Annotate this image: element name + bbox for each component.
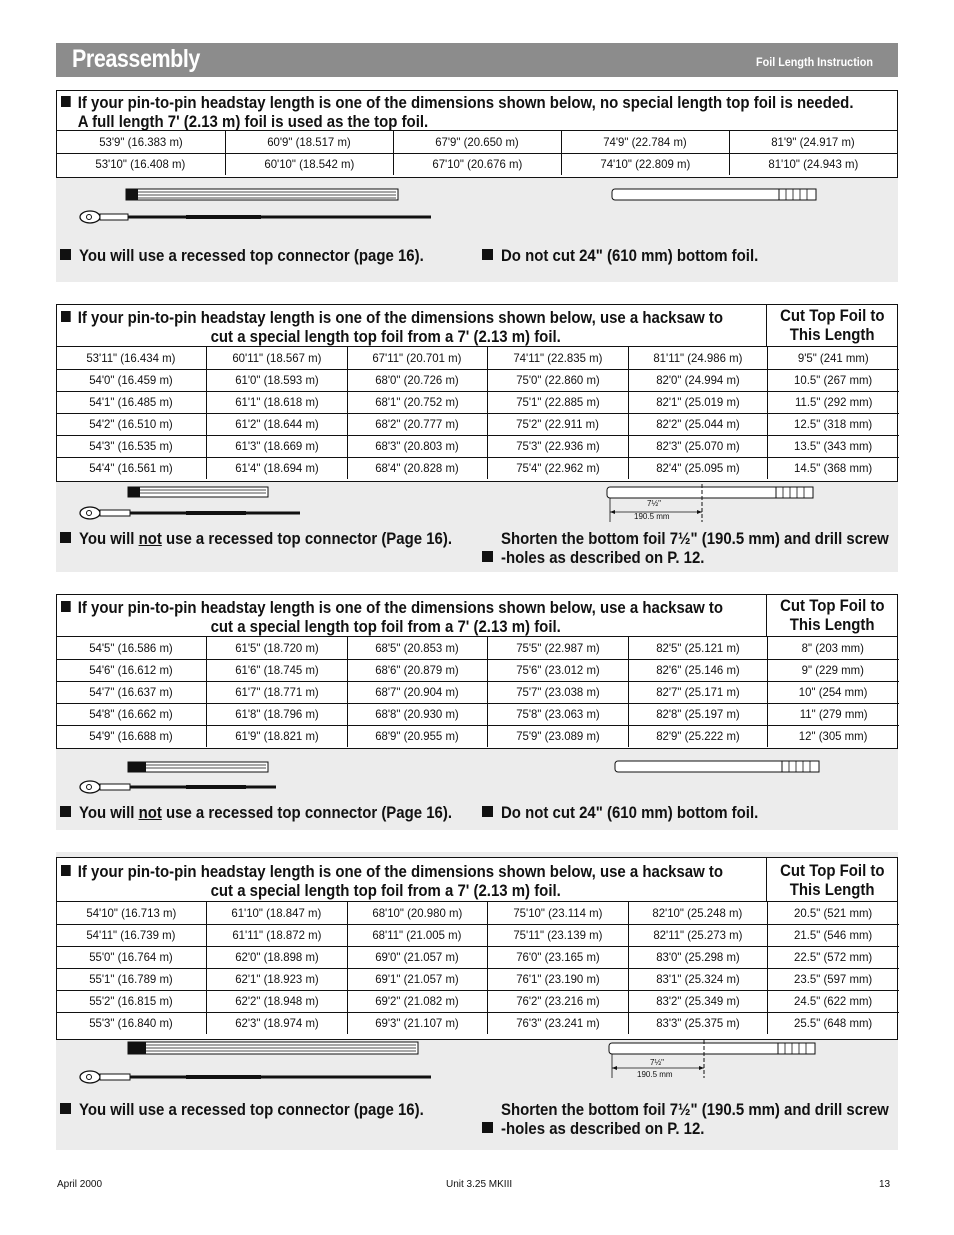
- bullet-icon: [482, 249, 493, 260]
- bullet-icon: [60, 1103, 71, 1114]
- table-cell: 75'6" (23.012 m): [487, 659, 628, 681]
- table-row: [57, 681, 899, 703]
- table-cell: 75'2" (22.911 m): [487, 413, 628, 435]
- table-cell: 82'8" (25.197 m): [628, 703, 767, 725]
- table-cell: 74'9" (22.784 m): [561, 131, 729, 153]
- table-cell: 53'9" (16.383 m): [57, 131, 225, 153]
- table-cell: 62'0" (18.898 m): [206, 946, 347, 968]
- section1-note-right: Do not cut 24" (610 mm) bottom foil.: [482, 246, 793, 265]
- table-cell: 69'3" (21.107 m): [347, 1012, 487, 1034]
- table-cell: 75'8" (23.063 m): [487, 703, 628, 725]
- bullet-icon: [482, 551, 493, 562]
- cut-length-header: Cut Top Foil to This Length: [766, 858, 897, 901]
- table-cell: 82'9" (25.222 m): [628, 725, 767, 747]
- table-cell: 82'1" (25.019 m): [628, 391, 767, 413]
- table-row: [57, 968, 899, 990]
- table-cell: 82'4" (25.095 m): [628, 457, 767, 479]
- bullet-icon: [61, 865, 71, 876]
- table-cell: 68'3" (20.803 m): [347, 435, 487, 457]
- table-cell: 67'10" (20.676 m): [393, 153, 561, 175]
- bottom-foil-diagram: [614, 760, 824, 776]
- table-cell: 23.5" (597 mm): [767, 968, 899, 990]
- section-no-special-length: [56, 90, 898, 282]
- bullet-icon: [61, 601, 71, 612]
- table-cell: 62'2" (18.948 m): [206, 990, 347, 1012]
- table-cell: 61'8" (18.796 m): [206, 703, 347, 725]
- section4-heading: If your pin-to-pin headstay length is one of the dimensions shown below, use a hacksaw to cut a special length top foil from a 7' (2.13 m) foil. Cut Top Foil to This Length: [57, 858, 897, 902]
- table-cell: 60'11" (18.567 m): [206, 347, 347, 369]
- section3-heading: If your pin-to-pin headstay length is one of the dimensions shown below, use a hacksaw to cut a special length top foil from a 7' (2.13 m) foil. Cut Top Foil to This Length: [57, 595, 897, 637]
- table-cell: 53'11" (16.434 m): [57, 347, 206, 369]
- table-cell: 61'7" (18.771 m): [206, 681, 347, 703]
- table-cell: 81'11" (24.986 m): [628, 347, 767, 369]
- bullet-icon: [61, 96, 71, 107]
- table-cell: 83'3" (25.375 m): [628, 1012, 767, 1034]
- foil-and-connector-diagram: [76, 760, 316, 796]
- table-cell: 75'9" (23.089 m): [487, 725, 628, 747]
- section1-note-left: You will use a recessed top connector (page 16).: [60, 246, 471, 265]
- table-row: [57, 990, 899, 1012]
- table-cell: 68'7" (20.904 m): [347, 681, 487, 703]
- table-cell: 54'8" (16.662 m): [57, 703, 206, 725]
- section2-note-right: Shorten the bottom foil 7½" (190.5 mm) and drill screw -holes as described on P. 12.: [482, 529, 942, 567]
- table-cell: 76'1" (23.190 m): [487, 968, 628, 990]
- table-cell: 83'1" (25.324 m): [628, 968, 767, 990]
- table-cell: 68'9" (20.955 m): [347, 725, 487, 747]
- table-row: [57, 946, 899, 968]
- bullet-icon: [60, 532, 71, 543]
- table-row: [57, 725, 899, 747]
- table-cell: 76'3" (23.241 m): [487, 1012, 628, 1034]
- section1-table-box: [56, 90, 898, 178]
- table-cell: 68'5" (20.853 m): [347, 637, 487, 659]
- page-subtitle: Foil Length Instruction: [756, 55, 873, 69]
- table-row: [57, 153, 897, 175]
- section4-table: [57, 902, 899, 1034]
- table-cell: 55'2" (16.815 m): [57, 990, 206, 1012]
- table-row: [57, 703, 899, 725]
- bullet-icon: [60, 806, 71, 817]
- table-cell: 61'2" (18.644 m): [206, 413, 347, 435]
- table-cell: 83'0" (25.298 m): [628, 946, 767, 968]
- section2-table: [57, 347, 899, 479]
- table-cell: 81'9" (24.917 m): [729, 131, 897, 153]
- table-cell: 61'10" (18.847 m): [206, 902, 347, 924]
- table-cell: 54'10" (16.713 m): [57, 902, 206, 924]
- table-row: [57, 347, 899, 369]
- table-cell: 68'1" (20.752 m): [347, 391, 487, 413]
- bullet-icon: [60, 249, 71, 260]
- table-row: [57, 131, 897, 153]
- table-cell: 60'10" (18.542 m): [225, 153, 393, 175]
- table-cell: 82'11" (25.273 m): [628, 924, 767, 946]
- table-cell: 9'5" (241 mm): [767, 347, 899, 369]
- table-cell: 75'0" (22.860 m): [487, 369, 628, 391]
- footer-page-number: 13: [879, 1179, 891, 1190]
- table-cell: 82'5" (25.121 m): [628, 637, 767, 659]
- table-cell: 10.5" (267 mm): [767, 369, 899, 391]
- table-cell: 14.5" (368 mm): [767, 457, 899, 479]
- table-row: [57, 637, 899, 659]
- table-cell: 75'7" (23.038 m): [487, 681, 628, 703]
- table-cell: 54'0" (16.459 m): [57, 369, 206, 391]
- table-cell: 22.5" (572 mm): [767, 946, 899, 968]
- table-cell: 82'10" (25.248 m): [628, 902, 767, 924]
- foil-and-connector-diagram: [76, 186, 456, 228]
- table-cell: 54'9" (16.688 m): [57, 725, 206, 747]
- table-cell: 83'2" (25.349 m): [628, 990, 767, 1012]
- table-cell: 61'0" (18.593 m): [206, 369, 347, 391]
- table-cell: 69'2" (21.082 m): [347, 990, 487, 1012]
- table-row: [57, 391, 899, 413]
- table-cell: 54'5" (16.586 m): [57, 637, 206, 659]
- table-cell: 81'10" (24.943 m): [729, 153, 897, 175]
- table-cell: 68'6" (20.879 m): [347, 659, 487, 681]
- table-cell: 8" (203 mm): [767, 637, 899, 659]
- foil-and-connector-diagram: [76, 1040, 456, 1086]
- table-cell: 68'4" (20.828 m): [347, 457, 487, 479]
- table-cell: 61'3" (18.669 m): [206, 435, 347, 457]
- table-cell: 12.5" (318 mm): [767, 413, 899, 435]
- table-cell: 54'2" (16.510 m): [57, 413, 206, 435]
- table-row: [57, 924, 899, 946]
- table-cell: 75'3" (22.936 m): [487, 435, 628, 457]
- cut-length-header: Cut Top Foil to This Length: [766, 595, 897, 636]
- table-cell: 76'2" (23.216 m): [487, 990, 628, 1012]
- table-cell: 75'10" (23.114 m): [487, 902, 628, 924]
- table-cell: 74'11" (22.835 m): [487, 347, 628, 369]
- section1-heading: If your pin-to-pin headstay length is one of the dimensions shown below, no special length top foil is needed. A full length 7' (2.13 m) foil is used as the top foil.: [57, 91, 897, 131]
- table-cell: 53'10" (16.408 m): [57, 153, 225, 175]
- table-row: [57, 413, 899, 435]
- bullet-icon: [482, 806, 493, 817]
- table-cell: 75'5" (22.987 m): [487, 637, 628, 659]
- table-cell: 11.5" (292 mm): [767, 391, 899, 413]
- table-cell: 61'1" (18.618 m): [206, 391, 347, 413]
- dimension-fraction-label: 7½": [647, 499, 661, 508]
- table-cell: 25.5" (648 mm): [767, 1012, 899, 1034]
- table-cell: 54'11" (16.739 m): [57, 924, 206, 946]
- table-cell: 75'11" (23.139 m): [487, 924, 628, 946]
- page-title: Preassembly: [72, 45, 200, 73]
- table-cell: 76'0" (23.165 m): [487, 946, 628, 968]
- table-cell: 9" (229 mm): [767, 659, 899, 681]
- table-cell: 68'10" (20.980 m): [347, 902, 487, 924]
- section3-note-right: Do not cut 24" (610 mm) bottom foil.: [482, 803, 793, 822]
- table-cell: 67'9" (20.650 m): [393, 131, 561, 153]
- table-cell: 75'1" (22.885 m): [487, 391, 628, 413]
- table-cell: 61'4" (18.694 m): [206, 457, 347, 479]
- table-cell: 12" (305 mm): [767, 725, 899, 747]
- table-cell: 55'3" (16.840 m): [57, 1012, 206, 1034]
- table-row: [57, 435, 899, 457]
- table-cell: 82'6" (25.146 m): [628, 659, 767, 681]
- table-cell: 54'4" (16.561 m): [57, 457, 206, 479]
- section-cut-top-foil-2: [56, 594, 898, 830]
- table-cell: 68'11" (21.005 m): [347, 924, 487, 946]
- section3-table: [57, 637, 899, 747]
- table-cell: 60'9" (18.517 m): [225, 131, 393, 153]
- section4-note-left: You will use a recessed top connector (page 16).: [60, 1100, 471, 1119]
- table-cell: 54'6" (16.612 m): [57, 659, 206, 681]
- bullet-icon: [61, 311, 71, 322]
- table-cell: 13.5" (343 mm): [767, 435, 899, 457]
- dimension-mm-label: 190.5 mm: [637, 1070, 673, 1079]
- table-cell: 55'1" (16.789 m): [57, 968, 206, 990]
- table-cell: 55'0" (16.764 m): [57, 946, 206, 968]
- cut-length-header: Cut Top Foil to This Length: [766, 305, 897, 346]
- table-row: [57, 902, 899, 924]
- table-row: [57, 457, 899, 479]
- dimension-mm-label: 190.5 mm: [634, 512, 670, 521]
- table-cell: 75'4" (22.962 m): [487, 457, 628, 479]
- table-cell: 61'11" (18.872 m): [206, 924, 347, 946]
- table-cell: 67'11" (20.701 m): [347, 347, 487, 369]
- table-cell: 54'3" (16.535 m): [57, 435, 206, 457]
- table-cell: 68'0" (20.726 m): [347, 369, 487, 391]
- bullet-icon: [482, 1122, 493, 1133]
- table-cell: 61'5" (18.720 m): [206, 637, 347, 659]
- table-cell: 10" (254 mm): [767, 681, 899, 703]
- dimension-fraction-label: 7½": [650, 1058, 664, 1067]
- table-cell: 54'1" (16.485 m): [57, 391, 206, 413]
- section3-note-left: You will not use a recessed top connector (Page 16).: [60, 803, 503, 822]
- table-cell: 74'10" (22.809 m): [561, 153, 729, 175]
- table-cell: 24.5" (622 mm): [767, 990, 899, 1012]
- header-bar: [56, 43, 898, 77]
- section-cut-top-foil-3: [56, 852, 898, 1150]
- section4-note-right: Shorten the bottom foil 7½" (190.5 mm) and drill screw -holes as described on P. 12.: [482, 1100, 942, 1138]
- table-cell: 11" (279 mm): [767, 703, 899, 725]
- table-row: [57, 1012, 899, 1034]
- section2-table-box: [56, 304, 898, 482]
- table-cell: 82'0" (24.994 m): [628, 369, 767, 391]
- table-cell: 20.5" (521 mm): [767, 902, 899, 924]
- table-row: [57, 369, 899, 391]
- section2-note-left: You will not use a recessed top connector (Page 16).: [60, 529, 503, 548]
- section3-table-box: [56, 594, 898, 749]
- table-cell: 82'2" (25.044 m): [628, 413, 767, 435]
- table-cell: 69'1" (21.057 m): [347, 968, 487, 990]
- table-cell: 61'6" (18.745 m): [206, 659, 347, 681]
- table-cell: 21.5" (546 mm): [767, 924, 899, 946]
- bottom-foil-diagram: [611, 188, 821, 204]
- section-cut-top-foil-1: [56, 304, 898, 572]
- table-cell: 62'3" (18.974 m): [206, 1012, 347, 1034]
- table-cell: 68'8" (20.930 m): [347, 703, 487, 725]
- table-cell: 62'1" (18.923 m): [206, 968, 347, 990]
- footer-unit: Unit 3.25 MKIII: [446, 1179, 513, 1190]
- table-row: [57, 659, 899, 681]
- table-cell: 61'9" (18.821 m): [206, 725, 347, 747]
- section4-table-box: [56, 857, 898, 1040]
- table-cell: 82'7" (25.171 m): [628, 681, 767, 703]
- table-cell: 82'3" (25.070 m): [628, 435, 767, 457]
- table-cell: 69'0" (21.057 m): [347, 946, 487, 968]
- foil-and-connector-diagram: [76, 485, 316, 521]
- table-cell: 54'7" (16.637 m): [57, 681, 206, 703]
- table-cell: 68'2" (20.777 m): [347, 413, 487, 435]
- section2-heading: If your pin-to-pin headstay length is one of the dimensions shown below, use a hacksaw to cut a special length top foil from a 7' (2.13 m) foil. Cut Top Foil to This Length: [57, 305, 897, 347]
- section1-table: [57, 131, 897, 175]
- footer-date: April 2000: [57, 1179, 103, 1190]
